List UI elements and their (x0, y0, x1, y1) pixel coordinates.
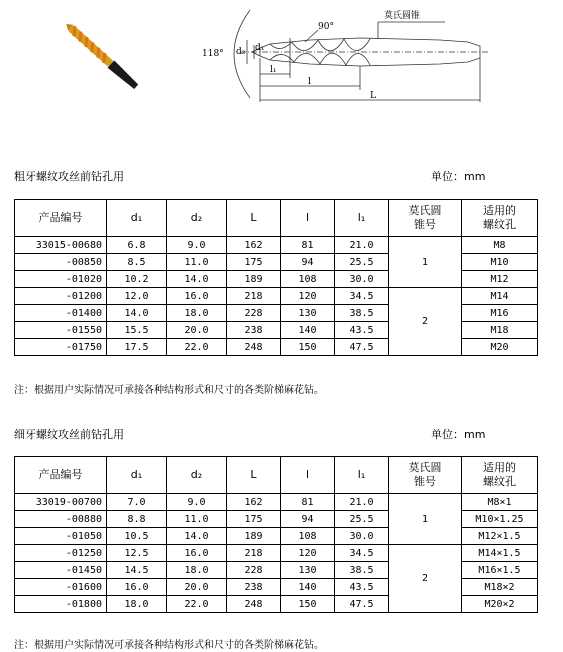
table-cell: 228 (227, 305, 281, 322)
table-cell: 34.5 (335, 288, 389, 305)
table-cell: 9.0 (167, 494, 227, 511)
table-cell: 25.5 (335, 254, 389, 271)
table-cell: 130 (281, 562, 335, 579)
table-cell: 94 (281, 254, 335, 271)
table-cell: 18.0 (107, 596, 167, 613)
table-cell: -01750 (15, 339, 107, 356)
table-cell: 16.0 (167, 545, 227, 562)
table-cell: 21.0 (335, 237, 389, 254)
header-d1: d₁ (107, 457, 167, 494)
d1-label: d₁ (255, 43, 265, 53)
table-cell: -01550 (15, 322, 107, 339)
morse-taper-label: 莫氏圆锥 (384, 11, 421, 21)
table-header-row (15, 200, 538, 237)
header-l1: l₁ (335, 200, 389, 237)
morse-group-cell: 2 (389, 288, 462, 356)
table-cell: 34.5 (335, 545, 389, 562)
table-cell: 12.0 (107, 288, 167, 305)
table-cell: 7.0 (107, 494, 167, 511)
d2-label: d₂ (236, 47, 246, 57)
header-morse (389, 200, 462, 237)
helix-angle-label: 90° (318, 22, 334, 32)
table-cell: 12.5 (107, 545, 167, 562)
header-code: 产品编号 (15, 457, 107, 494)
header-line: 适用的 (483, 461, 516, 474)
table-cell: 20.0 (167, 579, 227, 596)
table-cell: 17.5 (107, 339, 167, 356)
section1-note: 注：根据用户实际情况可承接各种结构形式和尺寸的各类阶梯麻花钻。 (14, 385, 324, 396)
header-d1: d₁ (107, 200, 167, 237)
table-cell: 22.0 (167, 339, 227, 356)
table-cell: 10.5 (107, 528, 167, 545)
table-cell: 228 (227, 562, 281, 579)
section1-unit: 单位：mm (431, 170, 486, 183)
table-cell: 16.0 (167, 288, 227, 305)
header-line: 莫氏圆 (408, 204, 442, 217)
table-cell: 248 (227, 339, 281, 356)
table-cell: M18×2 (462, 579, 538, 596)
table-cell: 9.0 (167, 237, 227, 254)
header-l: l (281, 200, 335, 237)
table-cell: M20 (462, 339, 538, 356)
table-cell: 162 (227, 237, 281, 254)
section2-caption: 细牙螺纹攻丝前钻孔用 (14, 428, 124, 441)
table-cell: 14.0 (107, 305, 167, 322)
table-cell: 238 (227, 579, 281, 596)
header-d2: d₂ (167, 457, 227, 494)
table-cell: 130 (281, 305, 335, 322)
coarse-thread-table (14, 199, 538, 356)
table-cell: -00850 (15, 254, 107, 271)
section2-note: 注：根据用户实际情况可承接各种结构形式和尺寸的各类阶梯麻花钻。 (14, 640, 324, 651)
table-cell: 22.0 (167, 596, 227, 613)
table-cell: 162 (227, 494, 281, 511)
table-cell: 218 (227, 545, 281, 562)
header-thread (462, 200, 538, 237)
table-cell: 11.0 (167, 511, 227, 528)
table-cell: -01200 (15, 288, 107, 305)
table-cell: M12 (462, 271, 538, 288)
table-cell: 21.0 (335, 494, 389, 511)
table-cell: 33019-00700 (15, 494, 107, 511)
section2-unit: 单位：mm (431, 428, 486, 441)
table-cell: 43.5 (335, 579, 389, 596)
header-line: 螺纹孔 (483, 475, 516, 488)
table-row (15, 545, 538, 562)
table-row (15, 494, 538, 511)
table-cell: -01250 (15, 545, 107, 562)
table-cell: 33015-00680 (15, 237, 107, 254)
morse-group-cell: 1 (389, 237, 462, 288)
table-cell: 218 (227, 288, 281, 305)
table-cell: 10.2 (107, 271, 167, 288)
table-cell: M10 (462, 254, 538, 271)
table-cell: 150 (281, 339, 335, 356)
header-line: 锥号 (414, 218, 436, 231)
table-cell: M14 (462, 288, 538, 305)
table-cell: M8 (462, 237, 538, 254)
table-cell: 30.0 (335, 528, 389, 545)
table-row (15, 237, 538, 254)
table-cell: 108 (281, 271, 335, 288)
table-cell: 11.0 (167, 254, 227, 271)
table-cell: 8.8 (107, 511, 167, 528)
total-length-label: L (370, 91, 376, 101)
header-L: L (227, 457, 281, 494)
table-cell: 16.0 (107, 579, 167, 596)
section1-caption: 粗牙螺纹攻丝前钻孔用 (14, 170, 124, 183)
table-cell: 8.5 (107, 254, 167, 271)
table-header-row (15, 457, 538, 494)
table-cell: M12×1.5 (462, 528, 538, 545)
table-cell: 94 (281, 511, 335, 528)
table-cell: 238 (227, 322, 281, 339)
table-cell: 6.8 (107, 237, 167, 254)
header-thread (462, 457, 538, 494)
table-cell: M20×2 (462, 596, 538, 613)
table-cell: -01020 (15, 271, 107, 288)
table-cell: 248 (227, 596, 281, 613)
table-cell: M14×1.5 (462, 545, 538, 562)
header-l: l (281, 457, 335, 494)
table-row (15, 288, 538, 305)
table-cell: M18 (462, 322, 538, 339)
l-label: l (308, 77, 311, 87)
header-line: 莫氏圆 (408, 461, 442, 474)
table-cell: 14.0 (167, 528, 227, 545)
table-cell: -01800 (15, 596, 107, 613)
morse-group-cell: 2 (389, 545, 462, 613)
table-cell: 14.5 (107, 562, 167, 579)
table-cell: 81 (281, 237, 335, 254)
table-cell: 43.5 (335, 322, 389, 339)
table-cell: 14.0 (167, 271, 227, 288)
table-cell: -01400 (15, 305, 107, 322)
drill-photo (52, 4, 152, 108)
header-line: 锥号 (414, 475, 436, 488)
table-cell: 47.5 (335, 339, 389, 356)
table-cell: 18.0 (167, 562, 227, 579)
header-l1: l₁ (335, 457, 389, 494)
table-cell: 175 (227, 254, 281, 271)
drill-technical-drawing (200, 2, 500, 114)
table-cell: -01050 (15, 528, 107, 545)
fine-thread-table (14, 456, 538, 613)
table-cell: 108 (281, 528, 335, 545)
table-cell: -00880 (15, 511, 107, 528)
point-angle-label: 118° (202, 49, 224, 59)
table-cell: 189 (227, 271, 281, 288)
table-cell: M16×1.5 (462, 562, 538, 579)
header-line: 螺纹孔 (483, 218, 516, 231)
table-cell: 175 (227, 511, 281, 528)
table-cell: 81 (281, 494, 335, 511)
table-cell: 150 (281, 596, 335, 613)
table-cell: 140 (281, 579, 335, 596)
table-cell: 15.5 (107, 322, 167, 339)
header-line: 适用的 (483, 204, 516, 217)
table-cell: 38.5 (335, 562, 389, 579)
table-cell: M16 (462, 305, 538, 322)
table-cell: 18.0 (167, 305, 227, 322)
table-cell: 120 (281, 545, 335, 562)
table-cell: 38.5 (335, 305, 389, 322)
table-cell: M8×1 (462, 494, 538, 511)
table-cell: 140 (281, 322, 335, 339)
header-code: 产品编号 (15, 200, 107, 237)
table-cell: 189 (227, 528, 281, 545)
table-cell: -01450 (15, 562, 107, 579)
table-cell: M10×1.25 (462, 511, 538, 528)
table-cell: 30.0 (335, 271, 389, 288)
table-cell: 47.5 (335, 596, 389, 613)
morse-group-cell: 1 (389, 494, 462, 545)
table-cell: -01600 (15, 579, 107, 596)
table-cell: 120 (281, 288, 335, 305)
l1-label: l₁ (270, 65, 277, 75)
table-cell: 25.5 (335, 511, 389, 528)
header-L: L (227, 200, 281, 237)
header-d2: d₂ (167, 200, 227, 237)
table-cell: 20.0 (167, 322, 227, 339)
header-morse (389, 457, 462, 494)
